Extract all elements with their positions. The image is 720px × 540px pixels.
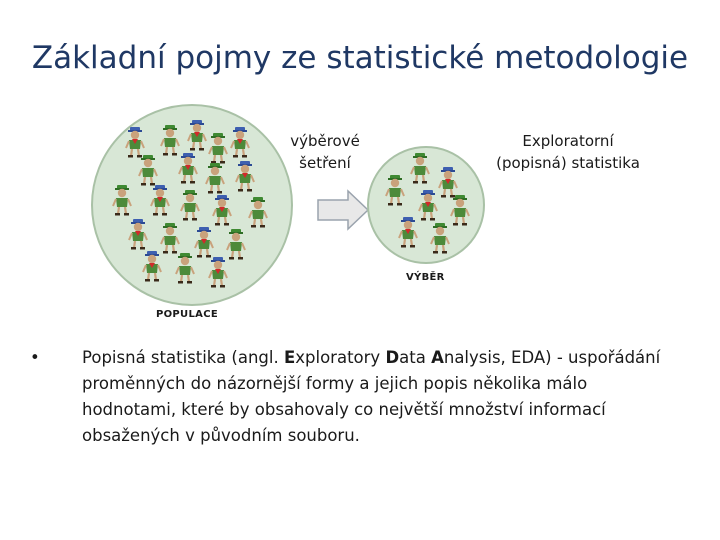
- sampling-label: [270, 130, 380, 174]
- page-title: Základní pojmy ze statistické metodologie: [31, 40, 689, 76]
- stats-label-line2: (popisná) statistika: [496, 154, 640, 172]
- bullet-bold-d: D: [385, 348, 400, 367]
- sampling-label-line1: výběrové: [290, 132, 360, 150]
- bullet-icon: •: [30, 348, 40, 367]
- bullet-bold-e: E: [283, 348, 296, 367]
- sample-caption: VÝBĚR: [406, 272, 445, 283]
- bullet-text-part1: Popisná statistika (angl.: [82, 348, 284, 367]
- population-caption: POPULACE: [156, 309, 218, 320]
- bullet-text-part4: nalysis, EDA) - uspořádání proměnných do názornější formy a jejich popis několika málo hodnotami, které by obsahovaly co největší množství informací obsažených v původním souboru.: [82, 348, 661, 445]
- bullet-item: [30, 345, 670, 449]
- bullet-text-part2: xploratory: [295, 348, 386, 367]
- bullet-text: [82, 345, 670, 449]
- bullet-bold-a: A: [431, 348, 444, 367]
- bullet-text-part3: ata: [399, 348, 432, 367]
- exploratory-stats-label: [478, 130, 658, 174]
- sampling-label-line2: šetření: [299, 154, 351, 172]
- arrow-right-icon: [318, 191, 368, 229]
- stats-label-line1: Exploratorní: [522, 132, 614, 150]
